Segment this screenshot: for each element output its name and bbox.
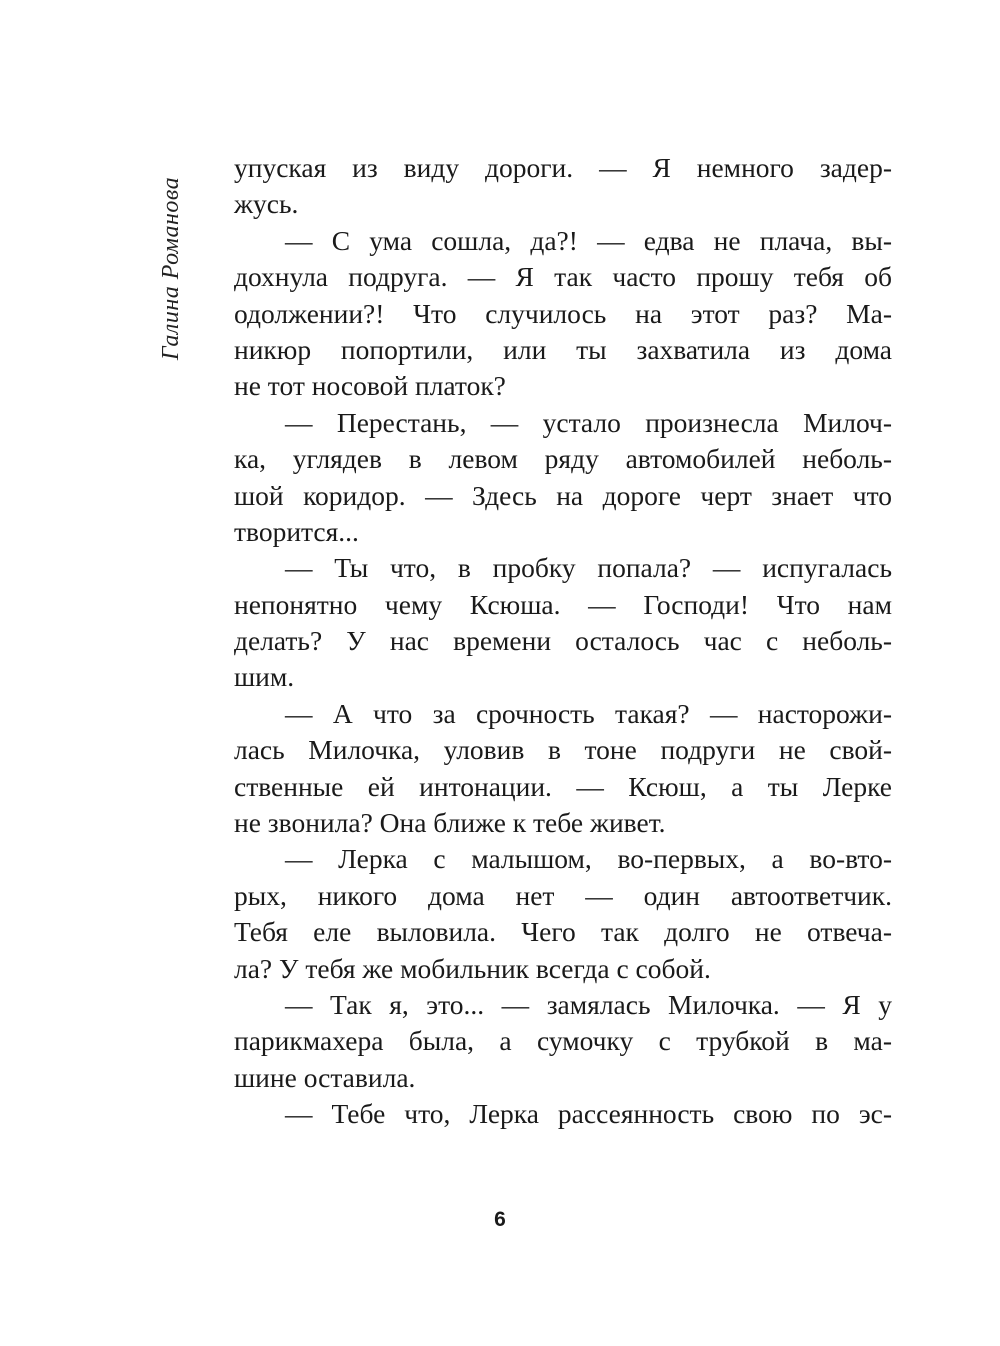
text-line: не тот носовой платок? [234,370,506,402]
text-line: рых, никого дома нет — один автоответчик. [234,879,892,911]
text-line: ла? У тебя же мобильник всегда с собой. [234,952,711,984]
text-line: парикмахера была, а сумочку с трубкой в ма- [234,1025,892,1057]
running-head-text: Галина Романова [158,176,185,360]
text-line: никюр попортили, или ты захватила из дома [234,333,892,365]
text-line: шине оставила. [234,1061,416,1093]
text-line: — Ты что, в пробку попала? — испугалась [285,552,892,584]
body-text [234,150,892,1130]
text-line: непонятно чему Ксюша. — Господи! Что нам [234,588,892,620]
text-line: — Лерка с малышом, во-первых, а во-вто- [285,843,892,875]
text-line: творится... [234,515,359,547]
text-line: упуская из виду дороги. — Я немного задер- [234,152,892,183]
text-line: одолжении?! Что случилось на этот раз? Ма- [234,297,892,329]
text-line: шим. [234,661,295,693]
text-line: — Перестань, — устало произнесла Милоч- [285,406,892,438]
text-line: делать? У нас времени осталось час с неболь- [234,625,892,657]
text-line: Тебя еле выловила. Чего так долго не отвеча- [234,916,892,948]
text-line: — Так я, это... — замялась Милочка. — Я у [285,988,892,1020]
text-line: шой коридор. — Здесь на дороге черт знает что [234,479,892,511]
text-line: не звонила? Она ближе к тебе живет. [234,807,666,839]
text-line: — А что за срочность такая? — насторожи- [285,697,892,729]
text-line: жусь. [234,188,299,220]
text-line: дохнула подруга. — Я так часто прошу тебя об [234,261,892,293]
text-line: ственные ей интонации. — Ксюш, а ты Лерке [234,770,892,802]
text-line: ка, углядев в левом ряду автомобилей неболь- [234,443,892,475]
page-number: 6 [494,1208,506,1231]
running-head-author [154,168,190,368]
text-line: лась Милочка, уловив в тоне подруги не свой- [234,734,892,766]
text-line: — Тебе что, Лерка рассеянность свою по эс- [285,1098,892,1130]
text-line: — С ума сошла, да?! — едва не плача, вы- [285,224,892,256]
